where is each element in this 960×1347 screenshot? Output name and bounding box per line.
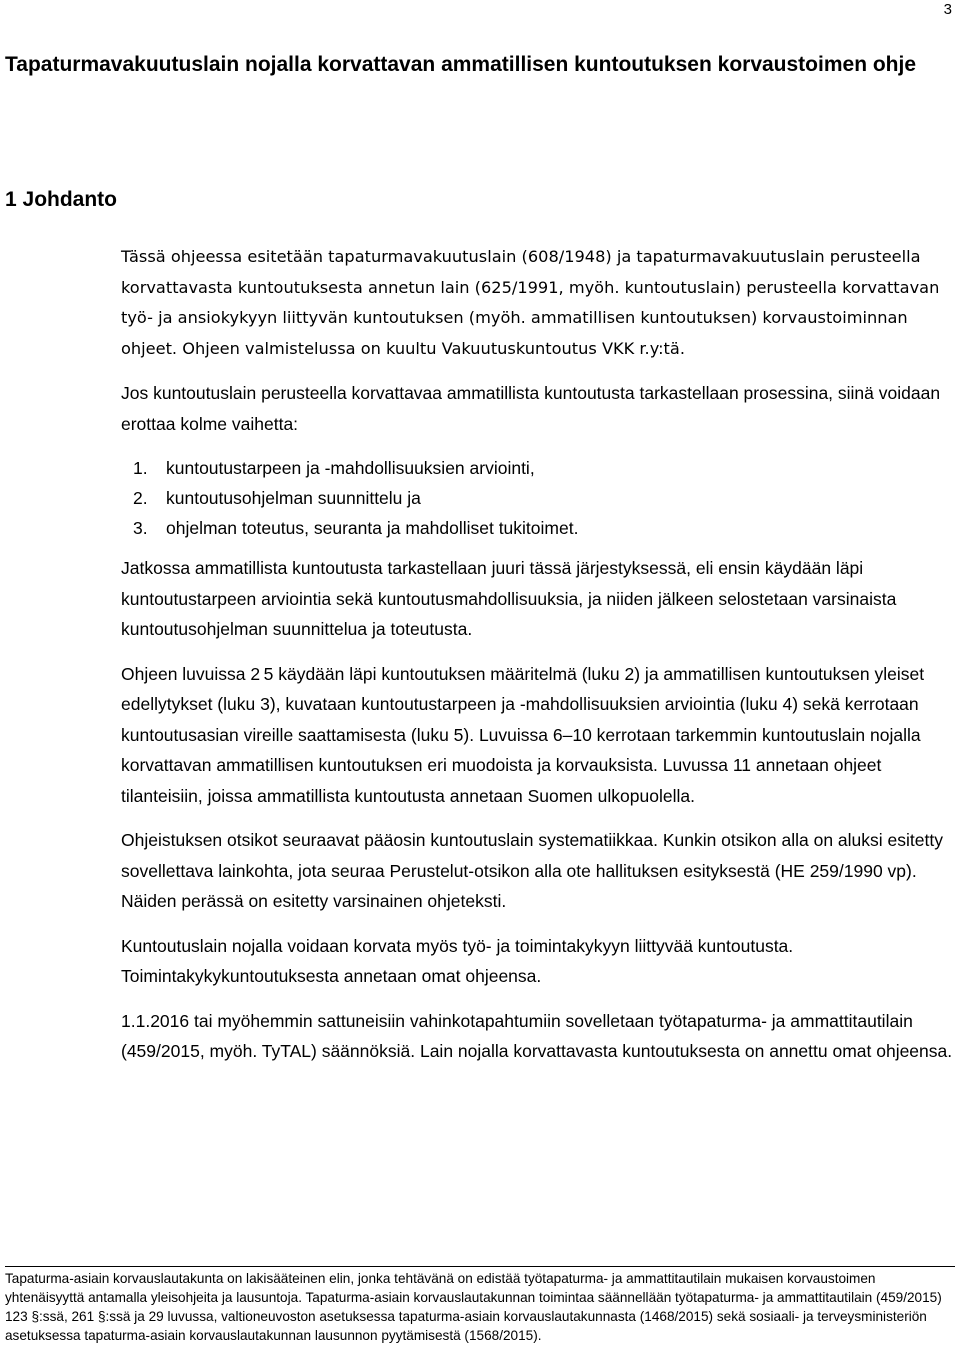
- list-item: [121, 513, 953, 543]
- list-item-text: kuntoutusohjelman suunnittelu ja: [166, 488, 421, 508]
- page-number: 3: [943, 1, 952, 18]
- section-heading: 1 Johdanto: [5, 188, 118, 211]
- list-item: [121, 483, 953, 513]
- document-title: Tapaturmavakuutuslain nojalla korvattavan ammatillisen kuntoutuksen korvaustoimen ohje: [5, 53, 917, 76]
- list-item-number: 1.: [133, 458, 148, 478]
- structure-paragraph: Ohjeistuksen otsikot seuraavat pääosin kuntoutuslain systematiikkaa. Kunkin otsikon alla on aluksi esitetty sovellettava lainkohta, jota seuraa Perustelut-otsikon alla ote hallituksen esityksestä (HE 259/1990 vp). Näiden perässä on esitetty varsinainen ohjeteksti.: [121, 830, 943, 911]
- chapters-paragraph: Ohjeen luvuissa 2 5 käydään läpi kuntoutuksen määritelmä (luku 2) ja ammatillisen kuntoutuksen yleiset edellytykset (luku 3), kuvataan kuntoutustarpeen ja -mahdollisuuksien arviointia (luku 4) sekä kerrotaan kuntoutusasian vireille saattamisesta (luku 5). Luvuissa 6–10 kerrotaan tarkemmin kuntoutuslain nojalla korvattavan ammatillisen kuntoutuksen eri muodoista ja korvauksista. Luvussa 11 annetaan ohjeet tilanteisiin, joissa ammatillista kuntoutusta annetaan Suomen ulkopuolella.: [121, 663, 925, 806]
- list-item: [121, 453, 953, 483]
- list-item-number: 2.: [133, 488, 148, 508]
- functional-rehab-paragraph: Kuntoutuslain nojalla voidaan korvata myös työ- ja toimintakykyyn liittyvää kuntoutusta. Toimintakykykuntoutuksesta annetaan omat ohjeensa.: [121, 935, 794, 986]
- phase-list: [121, 453, 953, 543]
- process-paragraph: Jos kuntoutuslain perusteella korvattavaa ammatillista kuntoutusta tarkastellaan prosessina, siinä voidaan erottaa kolme vaihetta:: [121, 383, 941, 434]
- footnote: Tapaturma-asiain korvauslautakunta on lakisääteinen elin, jonka tehtävänä on edistää työtapaturma- ja ammattitautilain mukaisen korvaustoimen yhtenäisyyttä antamalla yleisohjeita ja lausuntoja. Tapaturma-asiain korvauslautakunnan toimintaa säännellään työtapaturma- ja ammattitautilain (459/2015) 123 §:ssä, 261 §:ssä ja 29 luvussa, valtioneuvoston asetuksessa tapaturma-asiain korvauslautakunnasta (1468/2015) sekä sosiaali- ja terveysministeriön asetuksessa tapaturma-asiain korvauslautakunnan lausunnon pyytämisestä (1568/2015).: [5, 1266, 955, 1345]
- body-text: [121, 242, 953, 1081]
- list-item-text: ohjelman toteutus, seuranta ja mahdolliset tukitoimet.: [166, 518, 579, 538]
- order-paragraph: Jatkossa ammatillista kuntoutusta tarkastellaan juuri tässä järjestyksessä, eli ensin käydään läpi kuntoutustarpeen arviointia sekä kuntoutusmahdollisuuksia, ja niiden jälkeen selostetaan varsinaista kuntoutusohjelman suunnittelua ja toteutusta.: [121, 558, 897, 639]
- tytal-paragraph: 1.1.2016 tai myöhemmin sattuneisiin vahinkotapahtumiin sovelletaan työtapaturma- ja ammattitautilain (459/2015, myöh. TyTAL) säännöksiä. Lain nojalla korvattavasta kuntoutuksesta on annettu omat ohjeensa.: [121, 1010, 953, 1061]
- list-item-text: kuntoutustarpeen ja -mahdollisuuksien arviointi,: [166, 458, 535, 478]
- list-item-number: 3.: [133, 518, 148, 538]
- intro-paragraph: Tässä ohjeessa esitetään tapaturmavakuutuslain (608/1948) ja tapaturmavakuutuslain perusteella korvattavasta kuntoutuksesta annetun lain (625/1991, myöh. kuntoutuslain) perusteella korvattavan työ- ja ansiokykyyn liittyvän kuntoutuksen (myöh. ammatillisen kuntoutuksen) korvaustoiminnan ohjeet. Ohjeen valmistelussa on kuultu Vakuutuskuntoutus VKK r.y:tä.: [121, 247, 940, 358]
